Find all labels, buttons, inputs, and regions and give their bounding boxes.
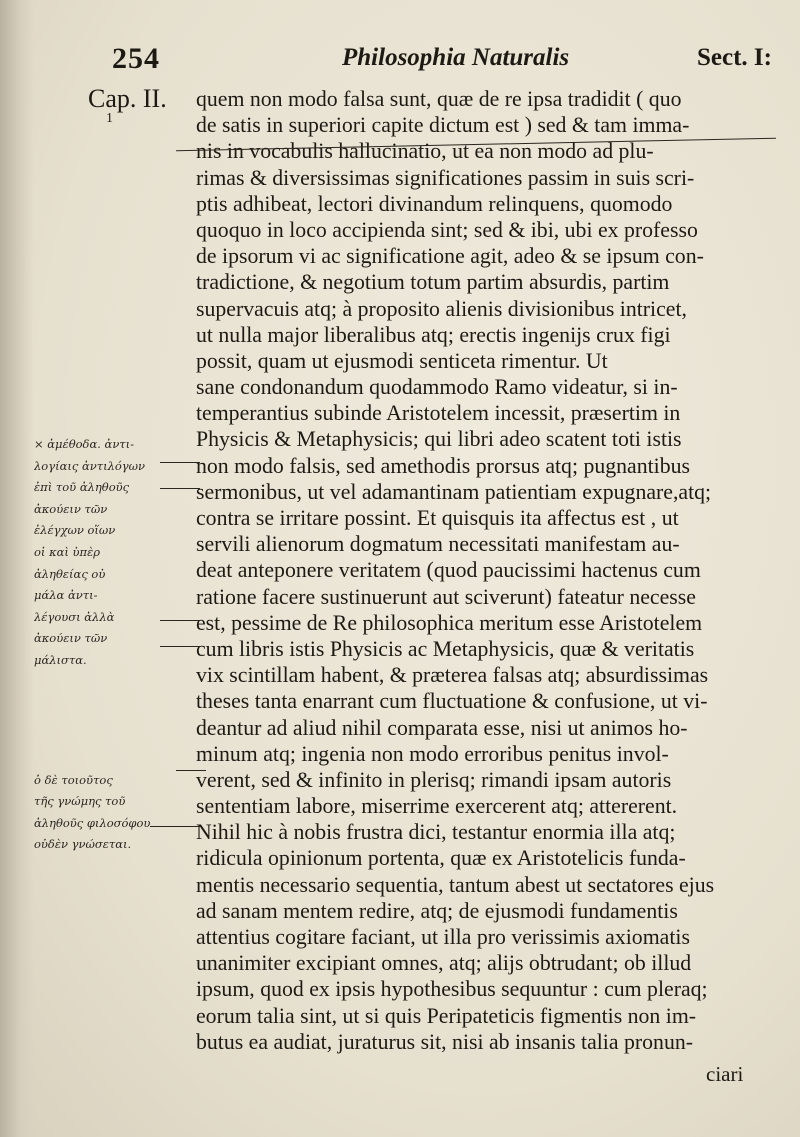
chapter-label-text: Cap. II. — [88, 84, 167, 113]
page-number: 254 — [112, 42, 160, 75]
text-line: non modo falsis, sed amethodis prorsus atq; pugnantibus — [196, 453, 691, 478]
text-line: servili alienorum dogmatum necessitati manifestam au- — [196, 532, 680, 557]
text-line: butus ea audiat, juraturus sit, nisi ab insanis talia pronun- — [196, 1029, 693, 1054]
text-line: ratione facere sustinuerunt aut sciverunt) fateatur necesse — [196, 584, 696, 609]
handwritten-underline — [160, 462, 200, 463]
text-line: mentis necessario sequentia, tantum abest ut sectatores ejus — [196, 872, 715, 897]
text-line: tradictione, & negotium totum partim absurdis, partim — [196, 270, 670, 295]
text-line: supervacuis atq; à proposito alienis divisionibus intricet, — [196, 296, 687, 321]
text-line: Physicis & Metaphysicis; qui libri adeo scatent toti istis — [196, 427, 682, 452]
text-line: ut nulla major liberalibus atq; erectis ingenijs crux figi — [196, 322, 671, 347]
text-line: ipsum, quod ex ipsis hypothesibus sequuntur : cum pleraq; — [196, 977, 708, 1002]
text-line: possit, quam ut ejusmodi senticeta rimentur. Ut — [196, 348, 608, 373]
text-line: theses tanta enarrant cum fluctuatione & confusione, ut vi- — [196, 689, 708, 714]
text-line: nis in vocabulis hallucinatio, ut ea non modo ad plu- — [196, 139, 654, 164]
section-label: Sect. I: — [697, 44, 772, 71]
text-line: de satis in superiori capite dictum est ) sed & tam imma- — [196, 113, 690, 138]
text-line: quem non modo falsa sunt, quæ de re ipsa tradidit ( quo — [196, 87, 682, 111]
text-line: sane condonandum quodammodo Ramo videatur, si in- — [196, 375, 678, 400]
text-line: vix scintillam habent, & præterea falsas atq; absurdissimas — [196, 663, 709, 688]
page-gutter-shadow — [0, 0, 34, 1137]
marginal-note-line: ἐλέγχων οἵων — [34, 523, 116, 538]
marginal-note-line: ἐπὶ τοῦ ἀληθοῦς — [34, 480, 130, 495]
marginal-note-line: οὐδὲν γνώσεται. — [34, 837, 132, 852]
text-line: verent, sed & infinito in plerisq; rimandi ipsam autoris — [196, 767, 672, 792]
text-line: de ipsorum vi ac significatione agit, adeo & se ipsum con- — [196, 244, 704, 269]
text-line: attentius cogitare faciant, ut illa pro verissimis axiomatis — [196, 925, 690, 949]
marginal-note-line: × ἀμέθοδα. ἀντι- — [34, 437, 135, 451]
text-line: cum libris istis Physicis ac Metaphysicis, quæ & veritatis — [196, 636, 695, 661]
chapter-sub-numeral: 1 — [106, 111, 113, 126]
marginal-note-line: ἀληθείας οὐ — [34, 566, 106, 581]
marginal-note-line: λογίαις ἀντιλόγων — [34, 458, 146, 473]
marginal-note-line: οἱ καὶ ὑπὲρ — [34, 544, 101, 559]
chapter-label — [88, 86, 167, 126]
text-line: temperantius subinde Aristotelem incessit, præsertim in — [196, 401, 681, 426]
text-line: eorum talia sint, ut si quis Peripateticis figmentis non im- — [196, 1003, 697, 1028]
text-line: est, pessime de Re philosophica meritum esse Aristotelem — [196, 610, 703, 635]
text-line: ptis adhibeat, lectori divinandum relinquens, quomodo — [196, 191, 673, 216]
handwritten-underline — [176, 770, 206, 771]
marginal-note-line: λέγουσι ἀλλὰ — [34, 609, 115, 624]
catchword: ciari — [706, 1062, 744, 1086]
marginal-note-line: ἀληθοῦς φιλοσόφου — [34, 815, 151, 830]
text-line: contra se irritare possint. Et quisquis ita affectus est , ut — [196, 506, 679, 530]
text-line: rimas & diversissimas significationes passim in suis scri- — [196, 165, 695, 190]
marginal-note-line: μάλα ἀντι- — [34, 588, 98, 603]
handwritten-underline — [150, 826, 200, 827]
marginal-note-line: ὁ δὲ τοιοῦτος — [34, 772, 113, 787]
page-header — [112, 42, 772, 82]
handwritten-underline — [160, 488, 200, 489]
text-line: Nihil hic à nobis frustra dici, testantur enormia illa atq; — [196, 820, 676, 845]
marginal-note-line: ἀκούειν τῶν — [34, 501, 108, 516]
text-line: sermonibus, ut vel adamantinam patientiam expugnare,atq; — [196, 479, 712, 504]
text-line: ridicula opinionum portenta, quæ ex Aristotelicis funda- — [196, 846, 686, 871]
handwritten-underline — [160, 620, 200, 621]
text-line: deat anteponere veritatem (quod paucissimi hactenus cum — [196, 558, 701, 583]
handwritten-underline — [160, 646, 200, 647]
marginal-note-line: τῆς γνώμης τοῦ — [34, 794, 126, 809]
marginal-gap — [34, 672, 194, 770]
text-line: unanimiter excipiant omnes, atq; alijs obtrudant; ob illud — [196, 951, 692, 976]
text-line: ad sanam mentem redire, atq; de ejusmodi fundamentis — [196, 898, 678, 923]
text-line: deantur ad aliud nihil comparata esse, nisi ut animos ho- — [196, 715, 688, 740]
text-line: sententiam labore, miserrime exercerent atq; attererent. — [196, 794, 678, 819]
text-line: minum atq; ingenia non modo erroribus penitus invol- — [196, 741, 669, 766]
marginal-note-line: μάλιστα. — [34, 652, 87, 667]
marginal-note-line: ἀκούειν τῶν — [34, 631, 108, 646]
text-line: quoquo in loco accipienda sint; sed & ibi, ubi ex professo — [196, 217, 698, 242]
handwritten-marginalia — [34, 434, 194, 856]
body-text-column — [196, 86, 780, 1055]
running-title: Philosophia Naturalis — [342, 44, 570, 71]
